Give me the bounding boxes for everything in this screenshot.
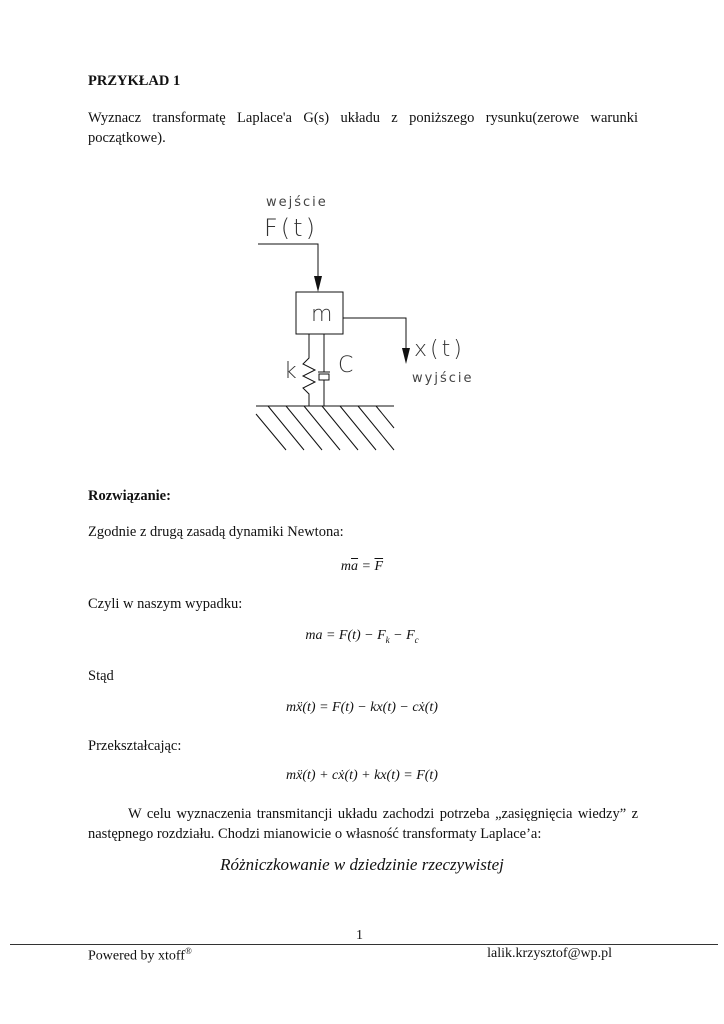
equation-motion: mẍ(t) = F(t) − kx(t) − cẋ(t) bbox=[286, 700, 438, 715]
output-label: wyjście bbox=[412, 371, 474, 386]
paragraph-transmittance: W celu wyznaczenia transmitancji układu zachodzi potrzeba „zasięgnięcia wiedzy” z następnego rozdziału. Chodzi mianowicie o własność transformaty Laplace’a: bbox=[88, 806, 638, 842]
output-line bbox=[343, 318, 406, 348]
section-title: Różniczkowanie w dziedzinie rzeczywistej bbox=[220, 855, 504, 874]
example-title: PRZYKŁAD 1 bbox=[88, 73, 181, 89]
input-arrowhead bbox=[314, 276, 322, 292]
input-arrow-line bbox=[258, 244, 318, 288]
mass-label: m bbox=[311, 302, 336, 327]
paragraph-transforming: Przekształcając: bbox=[88, 738, 182, 754]
input-label: wejście bbox=[266, 195, 328, 210]
output-arrowhead bbox=[402, 348, 410, 364]
input-signal-label: F(t) bbox=[264, 214, 318, 242]
equation-rearranged: mẍ(t) + cẋ(t) + kx(t) = F(t) bbox=[286, 768, 438, 783]
spring-label: k bbox=[284, 359, 300, 384]
footer-email: lalik.krzysztof@wp.pl bbox=[487, 946, 612, 961]
footer-credit-text: Powered by xtoff bbox=[88, 948, 185, 964]
equation-forces: ma = $F(t) - F_k - F_c$ bbox=[305, 628, 419, 645]
footer-divider bbox=[10, 944, 718, 945]
mass-spring-damper-diagram bbox=[246, 188, 486, 458]
spring bbox=[303, 334, 315, 406]
task-text: Wyznacz transformatę Laplace'a G(s) układu z poniższego rysunku(zerowe warunki początkowe). bbox=[88, 110, 638, 146]
paragraph-newton: Zgodnie z drugą zasadą dynamiki Newtona: bbox=[88, 524, 344, 540]
footer-credit bbox=[88, 946, 192, 965]
page-number: 1 bbox=[356, 928, 363, 943]
registered-mark: ® bbox=[184, 946, 192, 956]
paragraph-case: Czyli w naszym wypadku: bbox=[88, 596, 243, 612]
paragraph-hence: Stąd bbox=[88, 668, 114, 684]
damper-cylinder bbox=[319, 374, 329, 380]
ground-hatching bbox=[256, 406, 394, 450]
output-signal-label: x(t) bbox=[414, 337, 465, 362]
equation-newton: $m\overline{a} = \overline{F}$ bbox=[340, 559, 384, 574]
solution-heading: Rozwiązanie: bbox=[88, 488, 171, 504]
damper-label: C bbox=[338, 353, 357, 378]
